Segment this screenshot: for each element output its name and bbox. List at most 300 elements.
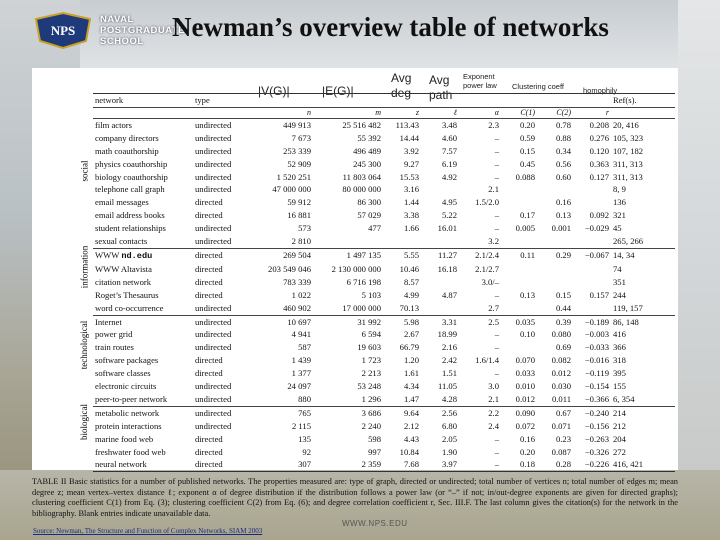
symbol-alpha: α bbox=[459, 107, 501, 118]
cell-network: train routes bbox=[95, 342, 134, 353]
symbol-type bbox=[193, 107, 257, 118]
cell-c2: 0.16 bbox=[555, 197, 571, 208]
cell-m: 598 bbox=[368, 433, 381, 444]
cell-m: 86 300 bbox=[357, 197, 381, 208]
cell-z: 3.92 bbox=[403, 145, 419, 156]
cell-network: Internet bbox=[95, 316, 122, 327]
table-row bbox=[93, 354, 675, 367]
cell-z: 1.66 bbox=[403, 223, 419, 234]
table-row bbox=[93, 406, 675, 419]
cell-m: 25 516 482 bbox=[342, 119, 381, 130]
annotation-avg-path-line1: Avg bbox=[429, 73, 450, 87]
cell-r: 0.092 bbox=[589, 210, 609, 221]
cell-type: undirected bbox=[195, 407, 232, 418]
table-row bbox=[93, 158, 675, 171]
cell-n: 1 439 bbox=[291, 355, 311, 366]
cell-refs: 214 bbox=[613, 407, 626, 418]
cell-l: 6.19 bbox=[441, 158, 457, 169]
cell-m: 5 103 bbox=[361, 289, 381, 300]
cell-alpha: – bbox=[459, 458, 501, 471]
symbol-z: z bbox=[383, 107, 421, 118]
cell-refs: 8, 9 bbox=[613, 184, 626, 195]
cell-l: 16.01 bbox=[437, 223, 457, 234]
header-r bbox=[573, 94, 611, 108]
cell-l: 4.95 bbox=[441, 197, 457, 208]
cell-alpha: 2.7 bbox=[459, 302, 501, 315]
cell-refs: 212 bbox=[613, 420, 626, 431]
annotation-eg: |E(G)| bbox=[322, 84, 354, 98]
cell-type: undirected bbox=[193, 235, 257, 248]
cell-l: 11.05 bbox=[437, 381, 457, 392]
cell-m: 2 359 bbox=[313, 458, 383, 471]
cell-network: electronic circuits bbox=[95, 381, 157, 392]
cell-c1: 0.088 bbox=[515, 171, 535, 182]
header-z bbox=[383, 94, 421, 108]
table-row bbox=[93, 315, 675, 328]
cell-c1 bbox=[501, 341, 537, 354]
cell-n: 2 115 bbox=[291, 420, 311, 431]
table-row bbox=[93, 171, 675, 184]
table-row bbox=[93, 263, 675, 276]
cell-r: −0.263 bbox=[584, 433, 609, 444]
networks-table bbox=[93, 93, 675, 472]
cell-refs: 351 bbox=[613, 276, 626, 287]
cell-l: 4.92 bbox=[441, 171, 457, 182]
cell-c1: 0.012 bbox=[501, 393, 537, 406]
cell-l: 1.90 bbox=[441, 446, 457, 457]
cell-c2: 0.082 bbox=[551, 355, 571, 366]
cell-alpha: – bbox=[494, 132, 499, 143]
symbol-c1: C(1) bbox=[501, 107, 537, 118]
cell-z: 4.43 bbox=[403, 433, 419, 444]
symbol-c2: C(2) bbox=[537, 107, 573, 118]
cell-network: protein interactions bbox=[95, 420, 162, 431]
cell-refs: 45 bbox=[613, 223, 622, 234]
cell-z: 5.55 bbox=[403, 250, 419, 261]
cell-alpha: 2.2 bbox=[488, 407, 499, 418]
cell-r: 0.157 bbox=[589, 289, 609, 300]
cell-c2: 0.15 bbox=[555, 289, 571, 300]
symbol-m: m bbox=[313, 107, 383, 118]
table-header-row bbox=[93, 94, 675, 108]
cell-z: 1.20 bbox=[403, 355, 419, 366]
symbol-refs bbox=[611, 107, 675, 118]
cell-z: 66.79 bbox=[399, 342, 419, 353]
cell-refs: 244 bbox=[613, 289, 626, 300]
cell-type: directed bbox=[195, 289, 223, 300]
cell-refs: 395 bbox=[613, 368, 626, 379]
cell-type: undirected bbox=[193, 393, 257, 406]
cell-z bbox=[383, 235, 421, 248]
cell-alpha: – bbox=[494, 446, 499, 457]
cell-r bbox=[573, 302, 611, 315]
cell-z: 1.47 bbox=[383, 393, 421, 406]
cell-m: 1 497 135 bbox=[346, 250, 381, 261]
cell-refs: 204 bbox=[613, 433, 626, 444]
nps-seal-icon bbox=[32, 11, 94, 49]
cell-r: −0.154 bbox=[584, 381, 609, 392]
cell-c2: 0.34 bbox=[555, 145, 571, 156]
cell-c1 bbox=[501, 276, 537, 289]
cell-network: telephone call graph bbox=[95, 184, 165, 195]
cell-alpha: – bbox=[494, 433, 499, 444]
cell-m: 245 300 bbox=[353, 158, 381, 169]
cell-l bbox=[421, 302, 459, 315]
header-c2 bbox=[537, 94, 573, 108]
cell-type: directed bbox=[195, 197, 223, 208]
symbol-network bbox=[93, 107, 193, 118]
cell-r: 0.120 bbox=[589, 145, 609, 156]
cell-c1 bbox=[501, 196, 537, 209]
cell-c2: 0.011 bbox=[537, 393, 573, 406]
cell-m: 2 213 bbox=[361, 368, 381, 379]
cell-refs: 136 bbox=[613, 197, 626, 208]
cell-n: 24 097 bbox=[287, 381, 311, 392]
cell-type: undirected bbox=[195, 420, 232, 431]
cell-c2: 0.071 bbox=[551, 420, 571, 431]
cell-l bbox=[421, 235, 459, 248]
annotation-avg-deg-line1: Avg bbox=[391, 71, 412, 85]
cell-c1: 0.16 bbox=[519, 433, 535, 444]
cell-m: 1 723 bbox=[361, 355, 381, 366]
cell-l: 7.57 bbox=[441, 145, 457, 156]
table-caption: TABLE II Basic statistics for a number of published networks. The properties measured are: type of graph, directed or undirected; total number of vertices n; total number of edges m; mean degree z; mean vertex–vertex distance ℓ; exponent α of degree distribution if the distribution follows a power law (or “–” if not; in/out-degree exponents are given for directed graphs); clustering coefficient C(1) from Eq. (3); clustering coefficient C(2) from Eq. (6); and degree correlation coefficient r, Sec. III.F. The last column gives the citation(s) for the network in the bibliography. Blank entries indicate unavailable data. bbox=[32, 477, 678, 518]
cell-c1 bbox=[501, 183, 537, 196]
cell-z: 14.44 bbox=[399, 132, 419, 143]
cell-alpha: 2.1/2.4 bbox=[475, 250, 499, 261]
table-row bbox=[93, 367, 675, 380]
annotation-homophily: homophily bbox=[583, 86, 618, 95]
cell-n: 7 673 bbox=[291, 132, 311, 143]
table-row bbox=[93, 380, 675, 393]
cell-c1 bbox=[501, 235, 537, 248]
cell-network: email address books bbox=[95, 210, 165, 221]
cell-alpha: – bbox=[494, 329, 499, 340]
cell-c2: 0.78 bbox=[555, 119, 571, 130]
cell-l: 5.22 bbox=[441, 210, 457, 221]
cell-alpha: 2.3 bbox=[488, 119, 499, 130]
cell-c1: 0.18 bbox=[501, 458, 537, 471]
cell-r bbox=[573, 276, 611, 289]
cell-network: Roget’s Thesaurus bbox=[95, 289, 159, 300]
cell-m: 11 803 064 bbox=[342, 171, 381, 182]
cell-refs: 265, 266 bbox=[611, 235, 675, 248]
cell-r: 0.127 bbox=[589, 171, 609, 182]
cell-type: undirected bbox=[195, 119, 232, 130]
cell-type: directed bbox=[195, 368, 223, 379]
cell-l: 3.31 bbox=[441, 316, 457, 327]
table-row bbox=[93, 393, 675, 406]
header-network: network bbox=[93, 94, 193, 108]
cell-m: 31 992 bbox=[357, 316, 381, 327]
cell-type: directed bbox=[195, 355, 223, 366]
cell-m: 53 248 bbox=[357, 381, 381, 392]
cell-alpha: 3.0/– bbox=[481, 276, 499, 287]
cell-type: undirected bbox=[195, 132, 232, 143]
cell-alpha: – bbox=[494, 210, 499, 221]
cell-alpha: 2.1 bbox=[488, 184, 499, 195]
cell-l: 16.18 bbox=[437, 263, 457, 274]
category-technological: technological bbox=[79, 320, 90, 369]
cell-network: WWW Altavista bbox=[95, 263, 152, 274]
cell-refs: 416, 421 bbox=[611, 458, 675, 471]
cell-network: math coauthorship bbox=[95, 145, 159, 156]
table-row bbox=[93, 420, 675, 433]
cell-z: 70.13 bbox=[383, 302, 421, 315]
cell-n: 59 912 bbox=[287, 197, 311, 208]
table-row bbox=[93, 328, 675, 341]
cell-type: directed bbox=[195, 250, 223, 261]
cell-network: software packages bbox=[95, 355, 159, 366]
header-l bbox=[421, 94, 459, 108]
cell-alpha: 2.4 bbox=[488, 420, 499, 431]
cell-c2: 0.080 bbox=[551, 329, 571, 340]
cell-type: directed bbox=[195, 276, 223, 287]
cell-type: directed bbox=[195, 210, 223, 221]
header-refs: Ref(s). bbox=[611, 94, 675, 108]
cell-n: 92 bbox=[302, 446, 311, 457]
cell-l: 4.28 bbox=[421, 393, 459, 406]
cell-n: 203 549 046 bbox=[268, 263, 311, 274]
cell-m bbox=[313, 235, 383, 248]
cell-alpha: 2.5 bbox=[488, 316, 499, 327]
cell-type: undirected bbox=[195, 158, 232, 169]
table-row bbox=[93, 183, 675, 196]
cell-network: film actors bbox=[95, 119, 132, 130]
cell-type: undirected bbox=[195, 316, 232, 327]
cell-type: undirected bbox=[195, 329, 232, 340]
cell-c2 bbox=[537, 276, 573, 289]
cell-r: −0.326 bbox=[584, 446, 609, 457]
header-m bbox=[313, 94, 383, 108]
cell-m: 496 489 bbox=[353, 145, 381, 156]
cell-l: 2.56 bbox=[441, 407, 457, 418]
nps-logo bbox=[30, 10, 96, 50]
cell-z: 15.53 bbox=[399, 171, 419, 182]
cell-z: 9.27 bbox=[403, 158, 419, 169]
cell-refs: 272 bbox=[613, 446, 626, 457]
symbol-l: ℓ bbox=[421, 107, 459, 118]
campus-photo-right bbox=[678, 0, 720, 540]
cell-network: citation network bbox=[95, 276, 152, 287]
cell-network: metabolic network bbox=[95, 407, 160, 418]
cell-z: 3.38 bbox=[403, 210, 419, 221]
cell-refs: 119, 157 bbox=[611, 302, 675, 315]
school-line-naval: NAVAL bbox=[100, 14, 134, 25]
cell-l: 6.80 bbox=[441, 420, 457, 431]
cell-refs: 20, 416 bbox=[613, 119, 639, 130]
cell-c1: 0.17 bbox=[519, 210, 535, 221]
source-link[interactable]: Source: Newman, The Structure and Function of Complex Networks, SIAM 2003 bbox=[33, 527, 263, 535]
cell-l: 2.42 bbox=[441, 355, 457, 366]
cell-alpha: 3.0 bbox=[488, 381, 499, 392]
cell-z: 10.46 bbox=[399, 263, 419, 274]
cell-c2: 0.087 bbox=[551, 446, 571, 457]
annotation-avg-deg-line2: deg bbox=[391, 86, 412, 100]
symbol-r: r bbox=[573, 107, 611, 118]
cell-z: 4.34 bbox=[403, 381, 419, 392]
cell-network: freshwater food web bbox=[95, 446, 166, 457]
header-n bbox=[257, 94, 313, 108]
cell-type: undirected bbox=[195, 171, 232, 182]
cell-l: 1.51 bbox=[441, 368, 457, 379]
cell-alpha: 2.1 bbox=[459, 393, 501, 406]
cell-c2: 0.001 bbox=[551, 223, 571, 234]
cell-type: undirected bbox=[195, 184, 232, 195]
cell-alpha: – bbox=[494, 223, 499, 234]
cell-r: −0.240 bbox=[584, 407, 609, 418]
cell-l: 2.16 bbox=[441, 342, 457, 353]
cell-c2: 0.13 bbox=[555, 210, 571, 221]
cell-n: 783 339 bbox=[283, 276, 311, 287]
annotation-exponent-line2: power law bbox=[463, 81, 497, 90]
table-row bbox=[93, 145, 675, 158]
cell-c1: 0.10 bbox=[519, 329, 535, 340]
cell-r: 0.208 bbox=[589, 119, 609, 130]
cell-r: −0.016 bbox=[584, 355, 609, 366]
table-row bbox=[93, 302, 675, 315]
cell-alpha: 3.2 bbox=[459, 235, 501, 248]
cell-network: power grid bbox=[95, 329, 133, 340]
cell-r: −0.119 bbox=[585, 368, 609, 379]
cell-c1: 0.033 bbox=[515, 368, 535, 379]
cell-c2: 0.44 bbox=[537, 302, 573, 315]
annotation-vg: |V(G)| bbox=[258, 84, 290, 98]
cell-type: undirected bbox=[193, 302, 257, 315]
table-row bbox=[93, 458, 675, 471]
annotation-avg-path-line2: path bbox=[429, 88, 453, 102]
cell-refs: 14, 34 bbox=[613, 250, 635, 261]
cell-network: neural network bbox=[93, 458, 193, 471]
cell-m: 477 bbox=[368, 223, 381, 234]
cell-refs: 311, 313 bbox=[613, 158, 643, 169]
table-row bbox=[93, 446, 675, 459]
cell-r bbox=[573, 196, 611, 209]
cell-c2: 0.69 bbox=[555, 342, 571, 353]
cell-n: 4 941 bbox=[291, 329, 311, 340]
cell-z: 5.98 bbox=[403, 316, 419, 327]
slide-title: Newman’s overview table of networks bbox=[172, 12, 609, 42]
cell-r: −0.033 bbox=[584, 342, 609, 353]
school-line-postgraduate: POSTGRADUATE bbox=[100, 25, 185, 36]
category-information: information bbox=[79, 246, 89, 289]
table-row bbox=[93, 209, 675, 222]
cell-c1: 0.090 bbox=[515, 407, 535, 418]
cell-refs: 86, 148 bbox=[613, 316, 639, 327]
cell-n: 10 697 bbox=[287, 316, 311, 327]
cell-r: −0.029 bbox=[584, 223, 609, 234]
cell-c2: 0.60 bbox=[555, 171, 571, 182]
cell-network: biology coauthorship bbox=[95, 171, 168, 182]
cell-network: peer-to-peer network bbox=[93, 393, 193, 406]
cell-alpha: – bbox=[494, 342, 499, 353]
cell-c2 bbox=[537, 235, 573, 248]
cell-m: 6 594 bbox=[361, 329, 381, 340]
cell-c2: 0.030 bbox=[551, 381, 571, 392]
cell-c2: 0.56 bbox=[555, 158, 571, 169]
cell-type: undirected bbox=[195, 342, 232, 353]
website-url: WWW.NPS.EDU bbox=[342, 519, 408, 528]
cell-z: 113.43 bbox=[395, 119, 419, 130]
cell-n: 1 520 251 bbox=[276, 171, 311, 182]
table-row bbox=[93, 235, 675, 248]
header-type: type bbox=[193, 94, 257, 108]
cell-r: −0.366 bbox=[573, 393, 611, 406]
logo-text: NPS bbox=[50, 23, 76, 38]
cell-r: 0.276 bbox=[589, 132, 609, 143]
cell-type: directed bbox=[195, 433, 223, 444]
cell-z: 2.12 bbox=[403, 420, 419, 431]
cell-c1: 0.13 bbox=[519, 289, 535, 300]
cell-r: −0.067 bbox=[584, 250, 609, 261]
cell-r bbox=[573, 183, 611, 196]
cell-refs: 311, 313 bbox=[613, 171, 643, 182]
cell-n: 573 bbox=[298, 223, 311, 234]
cell-l bbox=[421, 183, 459, 196]
cell-z: 3.16 bbox=[403, 184, 419, 195]
cell-z: 1.61 bbox=[403, 368, 419, 379]
cell-refs: 107, 182 bbox=[613, 145, 644, 156]
annotation-exponent-line1: Exponent bbox=[463, 72, 495, 81]
cell-m: 17 000 000 bbox=[313, 302, 383, 315]
cell-m: 55 392 bbox=[357, 132, 381, 143]
cell-z: 8.57 bbox=[403, 276, 419, 287]
category-biological: biological bbox=[79, 404, 89, 441]
cell-m: 2 130 000 000 bbox=[331, 263, 381, 274]
cell-type: directed bbox=[195, 446, 223, 457]
cell-l: 3.97 bbox=[421, 458, 459, 471]
cell-alpha: 1.6/1.4 bbox=[475, 355, 499, 366]
cell-r: −0.156 bbox=[584, 420, 609, 431]
cell-alpha: – bbox=[494, 158, 499, 169]
cell-network: physics coauthorship bbox=[95, 158, 168, 169]
cell-type: undirected bbox=[195, 223, 232, 234]
cell-m: 19 603 bbox=[357, 342, 381, 353]
cell-network: sexual contacts bbox=[93, 235, 193, 248]
table-row bbox=[93, 433, 675, 446]
cell-network: email messages bbox=[95, 197, 149, 208]
cell-refs: 366 bbox=[613, 342, 626, 353]
table-row bbox=[93, 118, 675, 131]
cell-refs: 318 bbox=[613, 355, 626, 366]
cell-n: 587 bbox=[298, 342, 311, 353]
cell-l: 4.87 bbox=[441, 289, 457, 300]
cell-network: student relationships bbox=[95, 223, 166, 234]
cell-n: 1 022 bbox=[291, 289, 311, 300]
cell-n: 52 909 bbox=[287, 158, 311, 169]
cell-c1: 0.15 bbox=[519, 145, 535, 156]
cell-c1 bbox=[501, 302, 537, 315]
school-line-school: SCHOOL bbox=[100, 36, 144, 47]
cell-n: 2 810 bbox=[257, 235, 313, 248]
cell-c2: 0.67 bbox=[555, 407, 571, 418]
cell-n: 47 000 000 bbox=[272, 184, 311, 195]
cell-refs: 155 bbox=[613, 381, 626, 392]
cell-c1: 0.59 bbox=[519, 132, 535, 143]
cell-refs: 6, 354 bbox=[611, 393, 675, 406]
cell-refs: 416 bbox=[613, 329, 626, 340]
table-row bbox=[93, 222, 675, 235]
cell-alpha: – bbox=[494, 171, 499, 182]
cell-r: −0.189 bbox=[584, 316, 609, 327]
cell-n: 460 902 bbox=[257, 302, 313, 315]
cell-z: 1.44 bbox=[403, 197, 419, 208]
cell-z: 2.67 bbox=[403, 329, 419, 340]
annotation-clustering: Clustering coeff bbox=[512, 82, 564, 91]
cell-l: 3.48 bbox=[441, 119, 457, 130]
cell-type: directed bbox=[195, 263, 223, 274]
cell-c1: 0.20 bbox=[519, 446, 535, 457]
